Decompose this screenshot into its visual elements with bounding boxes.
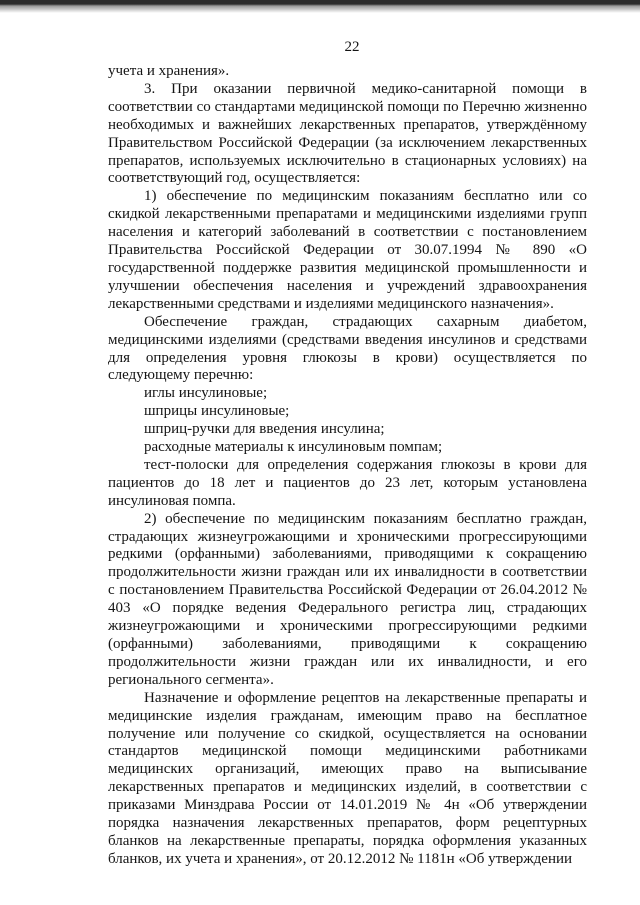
- list-item: шприц-ручки для введения инсулина;: [144, 421, 385, 438]
- document-body: [108, 63, 587, 869]
- list-item: шприцы инсулиновые;: [144, 403, 290, 420]
- paragraph-item-3: 3. При оказании первичной медико-санитарной помощи в соответствии со стандартами медицинской помощи по Перечню жизненно необходимых и важнейших лекарственных препаратов, утверждённому Правительством Российской Федерации (за исключением лекарственных препаратов, используемых исключительно в стационарных условиях) на соответствующий год, осуществляется:: [108, 80, 587, 187]
- page-number: 22: [344, 39, 360, 55]
- paragraph-test-strips: тест-полоски для определения содержания глюкозы в крови для пациентов до 18 лет и пациентов до 23 лет, которым установлена инсулиновая помпа.: [108, 456, 587, 509]
- list-item: расходные материалы к инсулиновым помпам;: [144, 439, 443, 456]
- scan-top-edge: [0, 0, 640, 14]
- paragraph-diabetes-supply: Обеспечение граждан, страдающих сахарным диабетом, медицинскими изделиями (средствами введения инсулинов и средствами для определения уровня глюкозы в крови) осуществляется по следующему перечню:: [108, 313, 587, 384]
- list-item: иглы инсулиновые;: [144, 385, 268, 402]
- paragraph-subitem-2: 2) обеспечение по медицинским показаниям бесплатно граждан, страдающих жизнеугрожающими и хроническими прогрессирующими редкими (орфанными) заболеваниями, приводящими к сокращению продолжительности жизни граждан или их инвалидности в соответствии с постановлением Правительства Российской Федерации от 26.04.2012 № 403 «О порядке ведения Федерального регистра лиц, страдающих жизнеугрожающими и хроническими прогрессирующими редкими (орфанными) заболеваниями, приводящими к сокращению продолжительности жизни граждан или их инвалидности, и его регионального сегмента».: [108, 510, 587, 688]
- paragraph-continuation: учета и хранения».: [108, 63, 230, 79]
- paragraph-prescriptions: Назначение и оформление рецептов на лекарственные препараты и медицинские изделия гражданам, имеющим право на бесплатное получение или получение со скидкой, осуществляется на основании стандартов медицинской помощи медицинскими работниками медицинских организаций, имеющих право на выписывание лекарственных препаратов и медицинских изделий, в соответствии с приказами Минздрава России от 14.01.2019 № 4н «Об утверждении порядка назначения лекарственных препаратов, форм рецептурных бланков на лекарственные препараты, порядка оформления указанных бланков, их учета и хранения», от 20.12.2012 № 1181н «Об утверждении: [108, 689, 587, 867]
- paragraph-subitem-1: 1) обеспечение по медицинским показаниям бесплатно или со скидкой лекарственными препаратами и медицинскими изделиями групп населения и категорий заболеваний в соответствии с постановлением Правительства Российской Федерации от 30.07.1994 № 890 «О государственной поддержке развития медицинской промышленности и улучшении обеспечения населения и учреждений здравоохранения лекарственными средствами и изделиями медицинского назначения».: [108, 188, 587, 312]
